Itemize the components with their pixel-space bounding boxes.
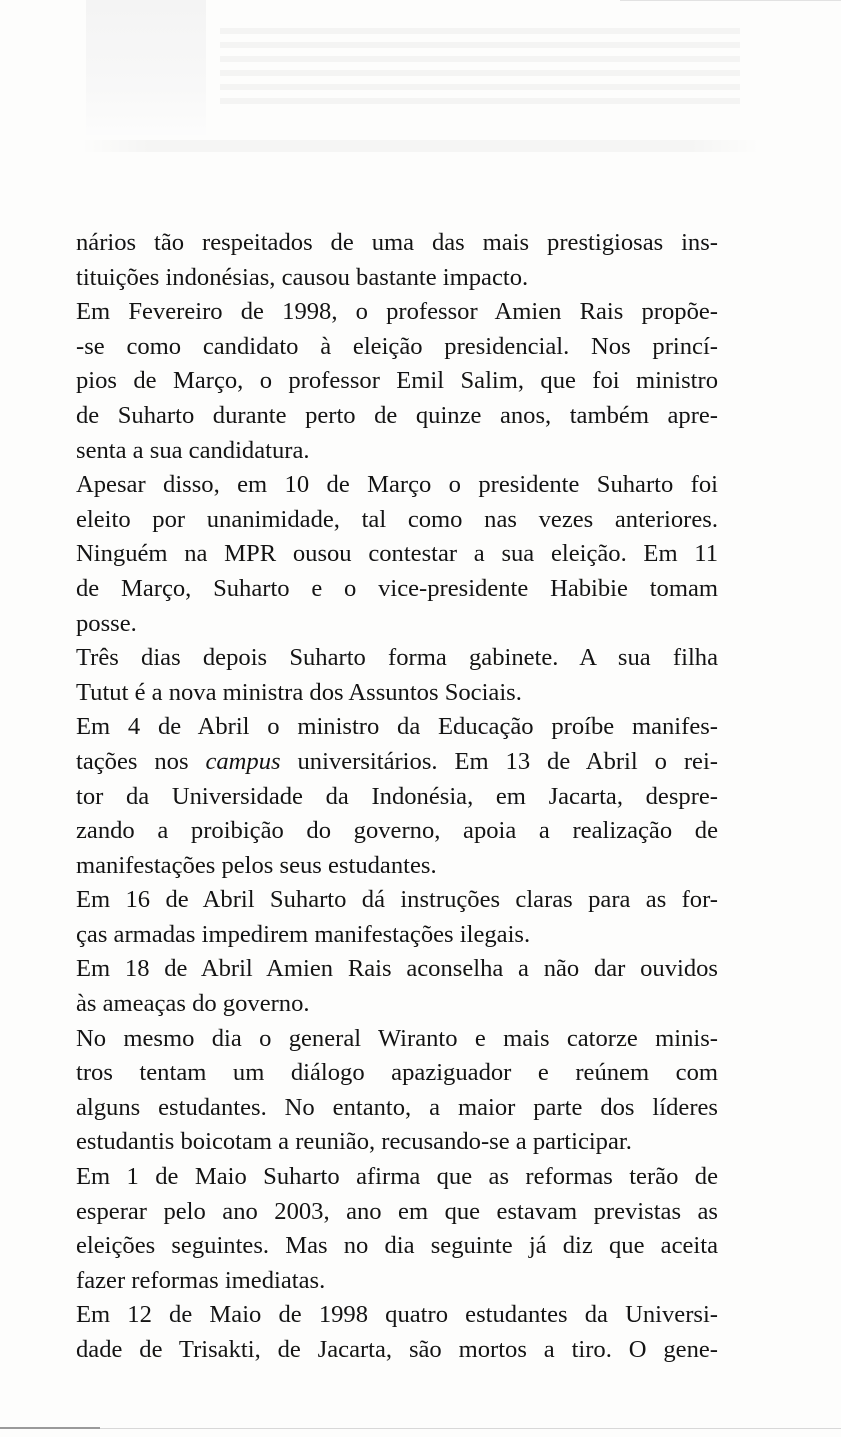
- text-line: Três dias depois Suharto forma gabinete. A sua filha: [76, 644, 718, 672]
- text-line: senta a sua candidatura.: [76, 436, 310, 464]
- text-line: alguns estudantes. No entanto, a maior parte dos líderes: [76, 1093, 718, 1121]
- text-line: Em 18 de Abril Amien Rais aconselha a não dar ouvidos: [76, 955, 718, 983]
- body-text: [76, 226, 718, 1368]
- text-line: Em 16 de Abril Suharto dá instruções claras para as for-: [76, 886, 718, 914]
- text-line: tor da Universidade da Indonésia, em Jacarta, despre-: [76, 782, 718, 810]
- text-line: -se como candidato à eleição presidencial. Nos princí-: [76, 332, 718, 360]
- bleed-through-text: [220, 28, 740, 108]
- text-line-segment: universitários. Em 13 de Abril o rei-: [280, 747, 718, 775]
- text-line: Apesar disso, em 10 de Março o presidente Suharto foi: [76, 471, 718, 499]
- text-line-segment: tações nos: [76, 747, 206, 775]
- text-line: Em 4 de Abril o ministro da Educação proíbe manifes-: [76, 713, 718, 741]
- bottom-edge-rule: [0, 1427, 100, 1429]
- text-line: eleições seguintes. Mas no dia seguinte já diz que aceita: [76, 1232, 718, 1260]
- text-line: nários tão respeitados de uma das mais prestigiosas ins-: [76, 229, 718, 256]
- text-line: pios de Março, o professor Emil Salim, que foi ministro: [76, 367, 718, 395]
- bleed-through-area: [80, 0, 760, 165]
- text-line: Em 12 de Maio de 1998 quatro estudantes da Universi-: [76, 1301, 718, 1329]
- text-line: ças armadas impedirem manifestações ilegais.: [76, 920, 531, 948]
- text-line: esperar pelo ano 2003, ano em que estavam previstas as: [76, 1197, 718, 1225]
- text-line: às ameaças do governo.: [76, 990, 310, 1018]
- bottom-edge-rule-right: [100, 1428, 841, 1429]
- text-line: de Março, Suharto e o vice-presidente Habibie tomam: [76, 574, 718, 602]
- bleed-through-header: [80, 140, 760, 152]
- text-line: dade de Trisakti, de Jacarta, são mortos a tiro. O gene-: [76, 1336, 718, 1363]
- text-line: No mesmo dia o general Wiranto e mais catorze minis-: [76, 1024, 718, 1052]
- text-line: Ninguém na MPR ousou contestar a sua eleição. Em 11: [76, 540, 718, 568]
- text-line: de Suharto durante perto de quinze anos, também apre-: [76, 401, 718, 429]
- text-line: Tutut é a nova ministra dos Assuntos Sociais.: [76, 678, 522, 706]
- text-line: Em 1 de Maio Suharto afirma que as reformas terão de: [76, 1163, 718, 1191]
- text-line: posse.: [76, 609, 137, 637]
- italic-term: campus: [205, 747, 281, 775]
- text-line: Em Fevereiro de 1998, o professor Amien Rais propõe-: [76, 298, 718, 326]
- text-line: eleito por unanimidade, tal como nas vezes anteriores.: [76, 505, 718, 533]
- text-line: [76, 745, 718, 780]
- text-line: zando a proibição do governo, apoia a realização de: [76, 817, 718, 845]
- bleed-through-image: [86, 0, 206, 135]
- text-line: fazer reformas imediatas.: [76, 1266, 326, 1294]
- text-line: estudantis boicotam a reunião, recusando-se a participar.: [76, 1128, 632, 1156]
- text-line: manifestações pelos seus estudantes.: [76, 851, 437, 879]
- text-line: tros tentam um diálogo apaziguador e reúnem com: [76, 1059, 718, 1087]
- text-line: tituições indonésias, causou bastante impacto.: [76, 263, 529, 291]
